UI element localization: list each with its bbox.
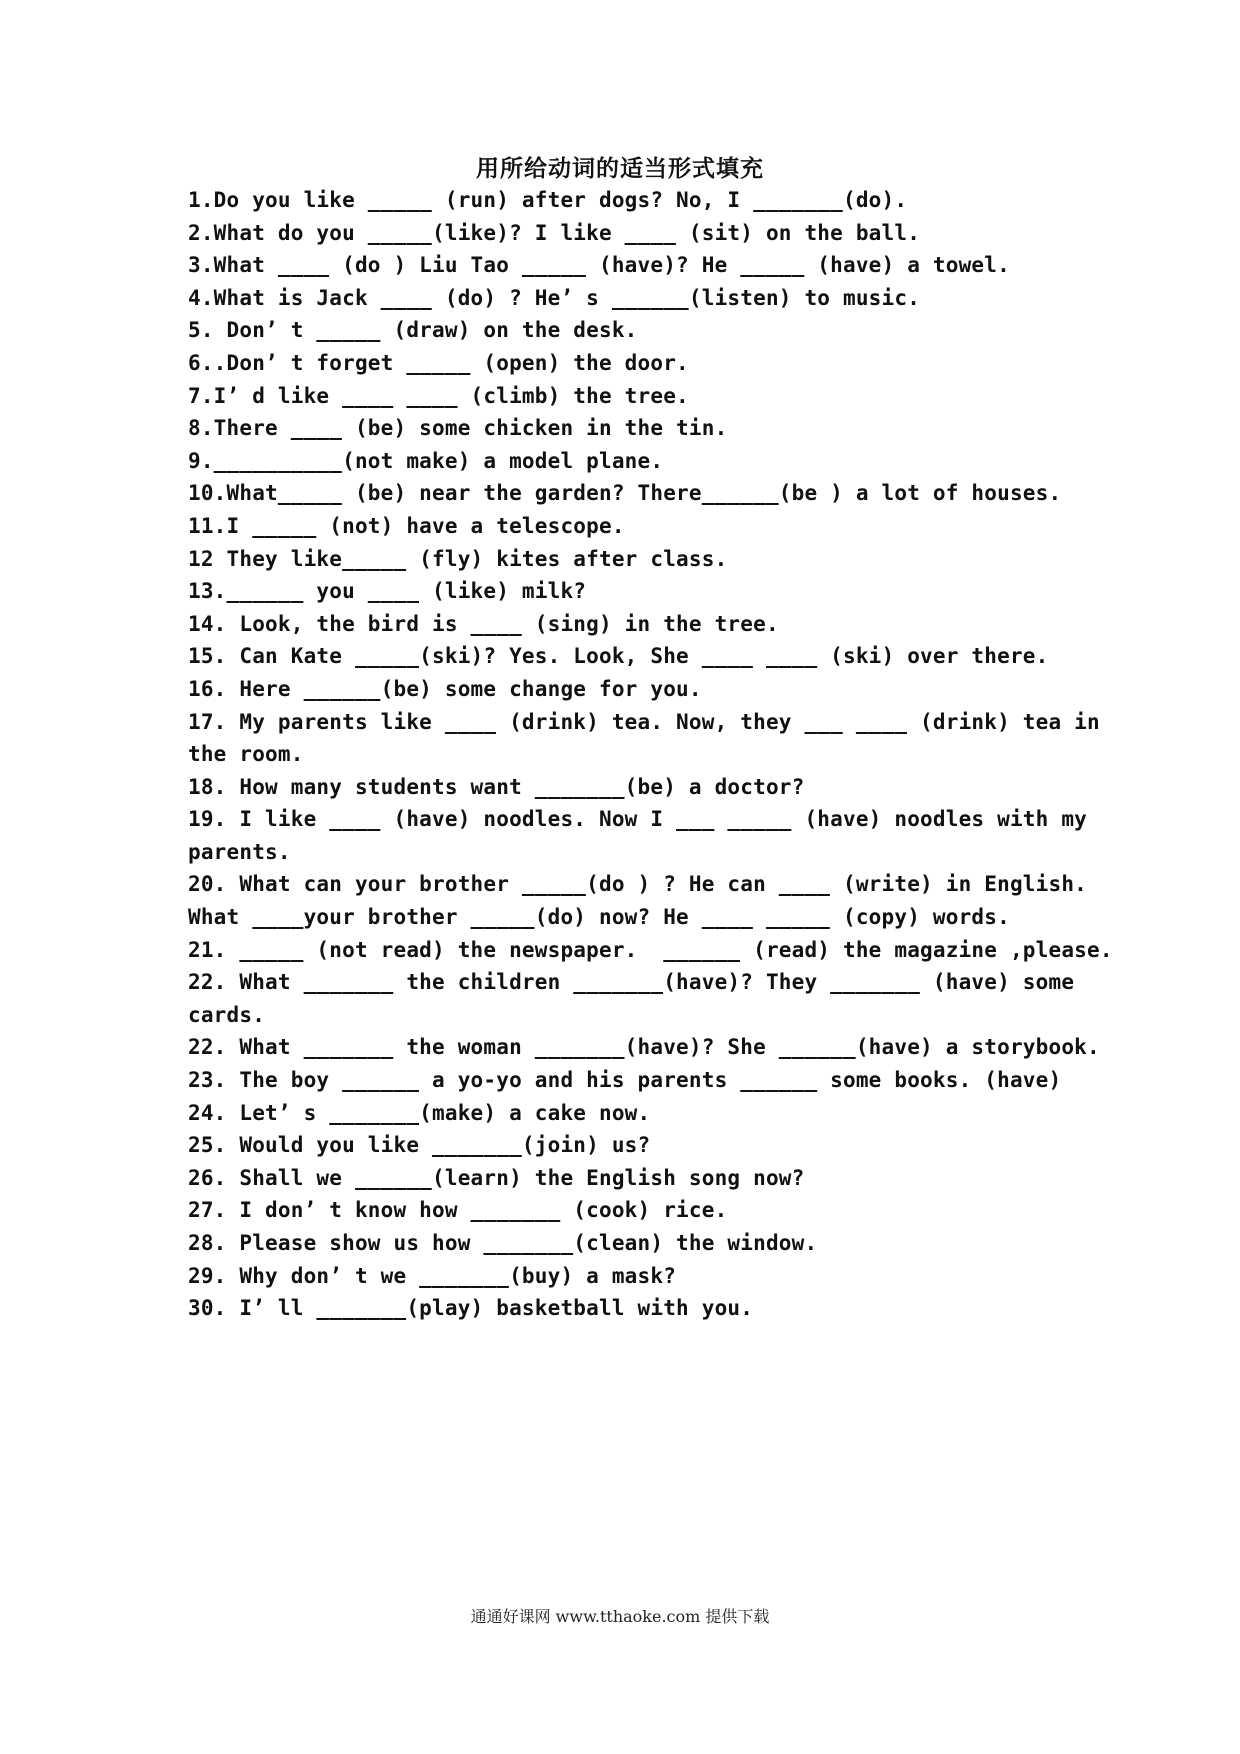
question-line: 13.______ you ____ (like) milk? <box>188 579 587 604</box>
question-line: cards. <box>188 1002 266 1027</box>
question-line: What ____your brother _____(do) now? He ____ _____ (copy) words. <box>188 905 1010 930</box>
question-line: 15. Can Kate _____(ski)? Yes. Look, She ____ ____ (ski) over there. <box>188 644 1049 669</box>
question-line: 18. How many students want _______(be) a doctor? <box>188 774 805 799</box>
question-line: 4.What is Jack ____ (do) ? He’ s ______(listen) to music. <box>188 285 921 310</box>
question-line: 20. What can your brother _____(do ) ? He can ____ (write) in English. <box>188 872 1088 897</box>
question-line: 29. Why don’ t we _______(buy) a mask? <box>188 1263 677 1288</box>
question-line: parents. <box>188 839 291 864</box>
question-line: 25. Would you like _______(join) us? <box>188 1133 651 1158</box>
question-line: 30. I’ ll _______(play) basketball with you. <box>188 1296 754 1321</box>
question-line: 16. Here ______(be) some change for you. <box>188 676 702 701</box>
question-line: 27. I don’ t know how _______ (cook) rice. <box>188 1198 728 1223</box>
question-line: 12 They like_____ (fly) kites after class. <box>188 546 728 571</box>
question-list <box>188 184 1113 1325</box>
question-line: 9.__________(not make) a model plane. <box>188 448 664 473</box>
question-line: 1.Do you like _____ (run) after dogs? No, I _______(do). <box>188 188 908 212</box>
question-line: 28. Please show us how _______(clean) the window. <box>188 1231 818 1255</box>
question-line: 11.I _____ (not) have a telescope. <box>188 513 625 538</box>
question-line: 14. Look, the bird is ____ (sing) in the tree. <box>188 611 779 636</box>
question-line: 24. Let’ s _______(make) a cake now. <box>188 1100 651 1125</box>
question-line: 26. Shall we ______(learn) the English song now? <box>188 1165 805 1190</box>
question-line: 7.I’ d like ____ ____ (climb) the tree. <box>188 383 689 408</box>
question-line: 6..Don’ t forget _____ (open) the door. <box>188 350 689 375</box>
question-line: 21. _____ (not read) the newspaper. ______ (read) the magazine ,please. <box>188 937 1113 962</box>
question-line: 2.What do you _____(like)? I like ____ (sit) on the ball. <box>188 220 921 245</box>
question-line: 23. The boy ______ a yo-yo and his parents ______ some books. (have) <box>188 1068 1062 1093</box>
question-line: 22. What _______ the woman _______(have)? She ______(have) a storybook. <box>188 1035 1100 1060</box>
question-line: the room. <box>188 742 304 767</box>
question-line: 10.What_____ (be) near the garden? There______(be ) a lot of houses. <box>188 481 1062 506</box>
question-line: 8.There ____ (be) some chicken in the tin. <box>188 416 728 441</box>
question-line: 5. Don’ t _____ (draw) on the desk. <box>188 318 638 343</box>
question-line: 19. I like ____ (have) noodles. Now I ___ _____ (have) noodles with my <box>188 807 1088 832</box>
question-line: 17. My parents like ____ (drink) tea. Now, they ___ ____ (drink) tea in <box>188 709 1100 734</box>
question-line: 22. What _______ the children _______(have)? They _______ (have) some <box>188 970 1075 995</box>
page-title: 用所给动词的适当形式填充 <box>476 156 764 182</box>
footer-credit: 通通好课网 www.tthaoke.com 提供下载 <box>470 1607 770 1626</box>
question-line: 3.What ____ (do ) Liu Tao _____ (have)? He _____ (have) a towel. <box>188 253 1010 278</box>
